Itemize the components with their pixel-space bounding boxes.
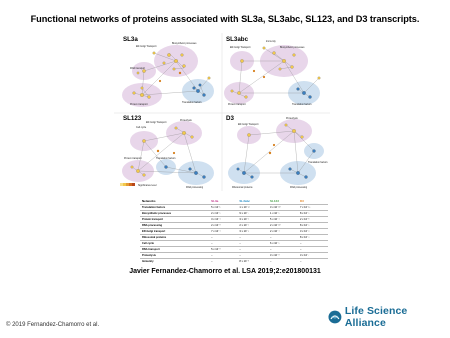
table-cell: –	[209, 241, 237, 247]
table-cell: 3 x 10⁻⁴	[237, 217, 268, 223]
table-cell: –	[209, 253, 237, 259]
panel-sl123	[120, 121, 214, 186]
journal-logo	[328, 305, 450, 329]
node-label: Cell cycle	[136, 126, 147, 129]
table-cell: 7 x 10⁻¹⁵	[298, 205, 328, 211]
table-header: SL123	[270, 198, 279, 203]
node-label: Ribosomal proteins	[232, 186, 253, 189]
node-label: Proteolysis	[286, 117, 298, 120]
lsa-logo-icon	[328, 310, 342, 324]
node-label: Translation factors	[182, 101, 202, 104]
panel-label-sl123: SL123	[123, 115, 142, 122]
node-label: Translation factors	[292, 103, 312, 106]
panel-sl3abc	[224, 45, 320, 105]
table-cell: 6 x 10⁻⁵	[268, 241, 298, 247]
table-header: D3	[299, 198, 304, 203]
node-label: RNA processing	[186, 186, 204, 189]
node-label: Protein transport	[130, 103, 148, 106]
table-cell: –	[298, 241, 328, 247]
table-cell: 2 x 10⁻⁴	[237, 223, 268, 229]
table-row-label: Proteolysis	[140, 253, 209, 259]
node-label: RNA transport	[130, 67, 146, 70]
table-row-label: Ribosomal proteins	[140, 235, 209, 241]
node-label: Biosynthetic processes	[172, 42, 197, 45]
node-label: ER-Golgi Transport	[136, 45, 157, 48]
network-figure	[114, 33, 330, 191]
table-cell: 8 x 10⁻⁵	[298, 223, 328, 229]
table-row-label: Biosynthetic processes	[140, 211, 209, 217]
table-cell: 2 x 10⁻¹⁰	[268, 223, 298, 229]
node-label: Proteolysis	[180, 119, 192, 122]
table-cell: 1 x 10⁻⁵	[268, 211, 298, 217]
node-label: ER-Golgi Transport	[238, 123, 259, 126]
panel-d3	[228, 119, 324, 185]
table-cell: 2 x 10⁻³	[209, 223, 237, 229]
table-cell: 7 x 10⁻⁴	[209, 229, 237, 235]
table-cell: –	[298, 259, 328, 265]
significance-scale	[120, 183, 135, 186]
table-cell: –	[237, 241, 268, 247]
table-cell: 3 x 10⁻⁴	[209, 217, 237, 223]
table-cell: –	[268, 247, 298, 253]
table-cell: 8 x 10⁻⁸	[298, 235, 328, 241]
panel-label-sl3abc: SL3abc	[226, 36, 249, 43]
table-cell: –	[268, 259, 298, 265]
table-cell: 2 x 10⁻³	[298, 217, 328, 223]
network-graphic	[114, 33, 330, 191]
table-cell: 8 x 10⁻³	[237, 259, 268, 265]
table-row-label: Cell cycle	[140, 241, 209, 247]
table-header-row	[140, 197, 328, 205]
table-row-label: Translation factors	[140, 205, 209, 211]
node-label: Translation factors	[308, 161, 328, 164]
node-label: Translation factors	[156, 157, 176, 160]
table-cell: –	[237, 235, 268, 241]
table-row	[140, 259, 328, 265]
table-cell: 3 x 10⁻⁵	[237, 229, 268, 235]
table-header: SL3abc	[239, 198, 251, 203]
table-header: SL3a	[211, 198, 219, 203]
table-cell: 9 x 10⁻⁷	[237, 211, 268, 217]
significance-table	[140, 197, 328, 265]
table-cell: 2 x 10⁻⁵	[209, 211, 237, 217]
table-cell: 5 x 10⁻¹	[209, 205, 237, 211]
table-cell: –	[298, 247, 328, 253]
node-label: Biosynthetic processes	[280, 46, 305, 49]
networks-table	[140, 197, 328, 264]
table-row-label: Immunity	[140, 259, 209, 265]
table-row-label: RNA processing	[140, 223, 209, 229]
node-label: ER-Golgi Transport	[146, 121, 167, 124]
significance-label: Significance level	[138, 184, 157, 187]
table-cell: –	[209, 235, 237, 241]
table-row-label: Protein transport	[140, 217, 209, 223]
copyright-notice: © 2019 Fernandez-Chamorro et al.	[6, 322, 100, 328]
table-row-label: ER-Golgi transport	[140, 229, 209, 235]
panel-label-d3: D3	[226, 115, 234, 122]
node-label: Protein transport	[228, 103, 246, 106]
table-cell: 3 x 10⁻³	[268, 253, 298, 259]
table-row-label: RNA transport	[140, 247, 209, 253]
panel-sl3a	[122, 45, 214, 107]
table-cell: 5 x 10⁻³	[209, 247, 237, 253]
table-cell: –	[268, 235, 298, 241]
node-label: Protein transport	[124, 157, 142, 160]
table-cell: 3 x 10⁻⁶	[298, 229, 328, 235]
table-cell: 3 x 10⁻¹⁰	[268, 205, 298, 211]
table-cell: 3 x 10⁻⁷	[298, 253, 328, 259]
table-cell: –	[237, 253, 268, 259]
table-cell: 2 x 10⁻⁴	[268, 229, 298, 235]
table-header: Networks	[142, 198, 156, 203]
logo-text: Life Science Alliance	[344, 305, 408, 329]
node-label: ER-Golgi Transport	[230, 46, 251, 49]
table-cell: 5 x 10⁻⁴	[268, 217, 298, 223]
table-cell: 8 x 10⁻⁵	[298, 211, 328, 217]
table-cell: 1 x 10⁻¹⁴	[237, 205, 268, 211]
citation: Javier Fernandez-Chamorro et al. LSA 2019;2:e201800131	[129, 268, 321, 275]
panel-label-sl3a: SL3a	[123, 36, 138, 43]
node-label: Immunity	[266, 40, 276, 43]
table-cell: –	[209, 259, 237, 265]
figure-title: Functional networks of proteins associated with SL3a, SL3abc, SL123, and D3 transcripts.	[30, 14, 420, 24]
node-label: RNA processing	[290, 186, 308, 189]
table-cell: –	[237, 247, 268, 253]
